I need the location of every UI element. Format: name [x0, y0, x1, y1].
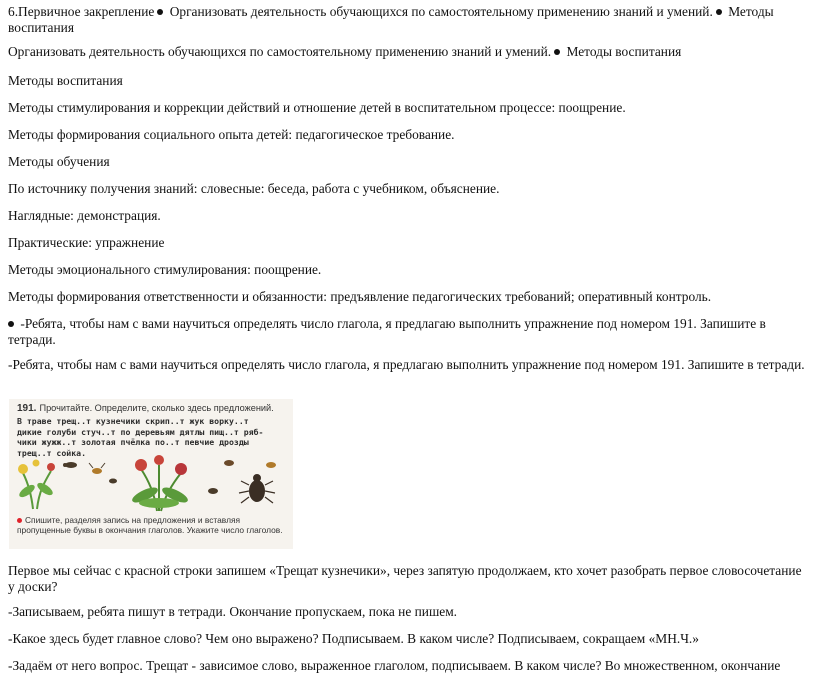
insect-icon — [266, 462, 276, 468]
paragraph-visual: Наглядные: демонстрация. — [8, 208, 161, 223]
bullet-icon — [157, 9, 163, 15]
paragraph-goal — [8, 44, 808, 60]
paragraph-practical: Практические: упражнение — [8, 235, 165, 250]
beetle-icon — [239, 474, 275, 503]
insects-illustration — [9, 451, 293, 513]
paragraph-emotional: Методы эмоционального стимулирования: поощрение. — [8, 262, 322, 277]
paragraph-writing: -Записываем, ребята пишут в тетради. Окончание пропускаем, пока не пишем. — [8, 604, 458, 619]
bullet-icon — [554, 49, 560, 55]
instruction-text: -Ребята, чтобы нам с вами научиться определять число глагола, я предлагаю выполнить упражнение под номером 191. Запишите в тетради. — [8, 316, 766, 347]
exercise-heading — [17, 403, 274, 414]
paragraph-stage — [8, 4, 808, 36]
paragraph-main-word: -Какое здесь будет главное слово? Чем оно выражено? Подписываем. В каком числе? Подписываем, сокращаем «МН.Ч.» — [8, 631, 699, 646]
stage-methods: Методы воспитания — [8, 4, 774, 35]
plant-icon — [17, 460, 55, 510]
exercise-number: 191. — [17, 403, 37, 414]
paragraph-question: -Задаём от него вопрос. Трещат - зависимое слово, выраженное глаголом, подписываем. В каком числе? Во множественном, окончание — [8, 658, 781, 673]
paragraph-social: Методы формирования социального опыта детей: педагогическое требование. — [8, 127, 455, 142]
insect-icon — [208, 488, 218, 494]
exercise-task — [17, 515, 289, 535]
goal-methods: Методы воспитания — [566, 44, 682, 59]
bullet-icon — [716, 9, 722, 15]
paragraph-source: По источнику получения знаний: словесные: беседа, работа с учебником, объяснение. — [8, 181, 500, 196]
insect-icon — [224, 460, 234, 466]
stage-title: 6.Первичное закрепление — [8, 4, 155, 19]
paragraph-instruction-repeat: -Ребята, чтобы нам с вами научиться определять число глагола, я предлагаю выполнить упражнение под номером 191. Запишите в тетради. — [8, 357, 805, 372]
insect-icon — [89, 463, 105, 474]
red-bullet-icon — [17, 518, 22, 523]
textbook-exercise-image — [9, 399, 293, 549]
exercise-title: Прочитайте. Определите, сколько здесь предложений. — [39, 403, 274, 413]
paragraph-teaching: Методы обучения — [8, 154, 110, 169]
paragraph-instruction — [8, 316, 808, 348]
flower-plant-icon — [130, 455, 190, 511]
paragraph-upbringing: Методы воспитания — [8, 73, 123, 88]
exercise-task-text: Спишите, разделяя запись на предложения и вставляя пропущенные буквы в окончания глаголов. Укажите число глаголов. — [17, 515, 283, 535]
paragraph-responsibility: Методы формирования ответственности и обязанности: предъявление педагогических требований; оперативный контроль. — [8, 289, 712, 304]
exercise-text: В траве трещ..т кузнечики скрип..т жук ворку..т дикие голуби стуч..т по деревьям дятлы пищ..т ряб- чики жужж..т золотая пчёлка по..т певчие дрозды трещ..т сойка. — [17, 416, 264, 458]
goal-text: Организовать деятельность обучающихся по самостоятельному применению знаний и умений. — [8, 44, 552, 59]
insect-icon — [109, 479, 117, 484]
paragraph-stimulation: Методы стимулирования и коррекции действий и отношение детей в воспитательном процессе: поощрение. — [8, 100, 626, 115]
stage-goal: Организовать деятельность обучающихся по самостоятельному применению знаний и умений. — [169, 4, 713, 19]
paragraph-first-phrase: Первое мы сейчас с красной строки запишем «Трещат кузнечики», через запятую продолжаем, кто хочет разобрать первое словосочетание у доски? — [8, 563, 802, 594]
bullet-icon — [8, 321, 14, 327]
insect-icon — [63, 462, 77, 468]
